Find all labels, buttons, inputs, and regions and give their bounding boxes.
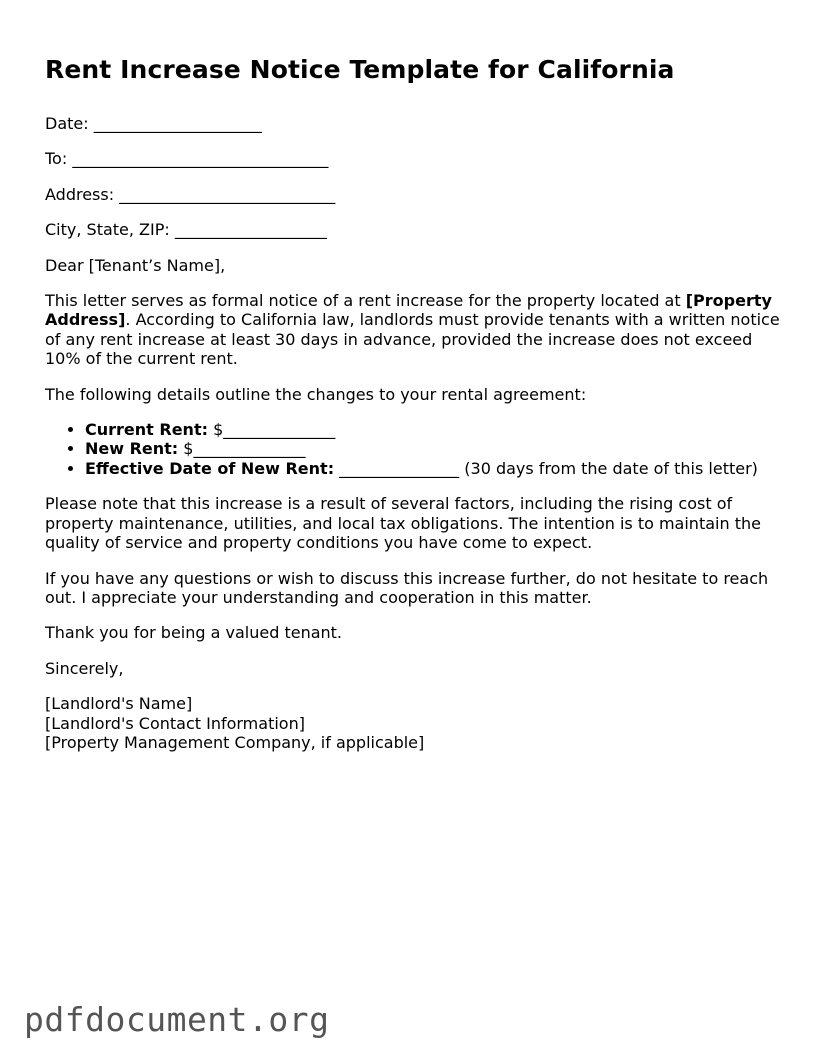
rent-details-list [45,420,785,478]
address-field: Address: ___________________________ [45,184,336,204]
intro-paragraph [45,291,785,369]
detail-value: _______________ (30 days from the date of this letter) [334,458,758,478]
intro-text-start: This letter serves as formal notice of a rent increase for the property located at [45,291,681,311]
factors-paragraph: Please note that this increase is a result of several factors, including the rising cost of property maintenance, utilities, and local tax obligations. The intention is to maintain the quality of service and property conditions you have come to expect. [45,494,761,553]
to-field: To: ________________________________ [45,149,329,169]
detail-value: $______________ [207,420,336,440]
questions-paragraph: If you have any questions or wish to discuss this increase further, do not hesitate to reach out. I appreciate your understanding and cooperation in this matter. [45,568,769,607]
list-item-effective-date [85,459,785,478]
list-item-current-rent [85,420,785,439]
property-address-placeholder: [Property Address] [45,291,772,330]
document-page [45,52,785,752]
intro-text-end: . According to California law, landlords must provide tenants with a written notice of any rent increase at least 30 days in advance, provided the increase does not exceed 10% of the current rent. [45,310,780,369]
date-field: Date: _____________________ [45,114,262,133]
detail-label: New Rent: [85,439,179,459]
details-intro: The following details outline the changes to your rental agreement: [45,384,587,404]
signature-block [45,694,785,752]
landlord-contact: [Landlord's Contact Information] [45,713,305,733]
page-title: Rent Increase Notice Template for California [45,55,675,84]
watermark: pdfdocument.org [24,1000,330,1039]
list-item-new-rent [85,439,785,458]
management-company: [Property Management Company, if applicable] [45,732,425,752]
detail-label: Effective Date of New Rent: [85,458,335,478]
closing-line: Sincerely, [45,658,124,678]
detail-value: $______________ [178,439,306,459]
landlord-name: [Landlord's Name] [45,694,193,714]
detail-label: Current Rent: [85,420,208,440]
salutation: Dear [Tenant’s Name], [45,255,226,275]
thanks-line: Thank you for being a valued tenant. [45,623,343,643]
city-state-zip-field: City, State, ZIP: ___________________ [45,220,327,240]
